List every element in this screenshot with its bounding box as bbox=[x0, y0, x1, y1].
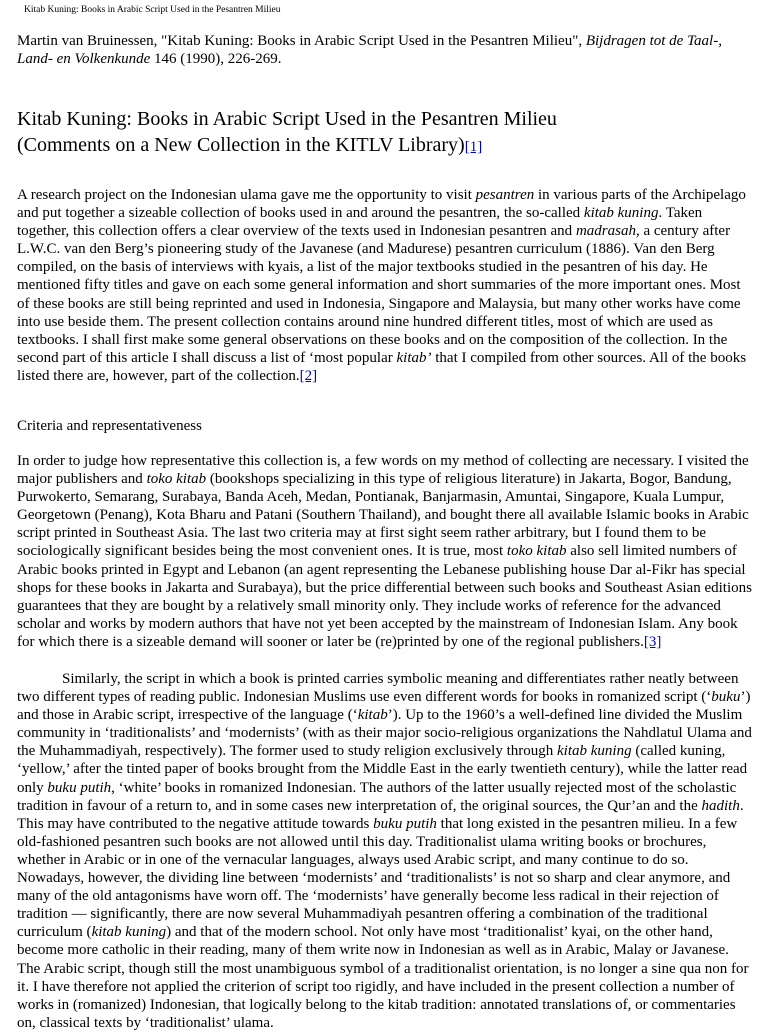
text-run: that I compiled from other sources. All of the books listed there are, however, part of the collection. bbox=[17, 349, 747, 384]
italic-term: kitab kuning bbox=[583, 205, 659, 222]
italic-term: buku putih bbox=[47, 779, 112, 796]
italic-term: buku bbox=[711, 689, 741, 706]
text-run: ’). Up to the 1960’s a well-defined line divided the Muslim community in ‘traditionalists’ and ‘modernists’ (with as their major socio-religious organizations the Nahdlatul Ulama and the Muhammadiyah, respectively). The former used to study religion exclusively through bbox=[17, 707, 752, 760]
title-line-1: Kitab Kuning: Books in Arabic Script Used in the Pesantren Milieu bbox=[17, 108, 557, 130]
italic-term: kitab bbox=[357, 707, 388, 724]
text-run: also sell limited numbers of Arabic books printed in Egypt and Lebanon (an agent representing the Lebanese publishing house Dar al-Fikr has special shops for these books in Jakarta and Surabaya), but the price differential between such books and Southeast Asian editions guarantees that they are bought by a relatively small minority only. They include works of reference for the advanced scholar and works by modern authors that have not yet been accepted by the mainstream of Indonesian Islam. Any book for which there is a sizeable demand will sooner or later be (re)printed by one of the regional publishers. bbox=[17, 543, 752, 650]
paragraph-criteria bbox=[17, 452, 753, 651]
text-run: ) and that of the modern school. Not only have most ‘traditionalist’ kyai, on the other hand, become more catholic in their reading, many of them write now in Indonesian as well as in Arabic, Malay or Javanese. The Arabic script, though still the most unambiguous symbol of a traditionalist orientation, is no longer a sine qua non for it. I have therefore not applied the criterion of script too rigidly, and have included in the present collection a number of works in (romanized) Indonesian, that logically belong to the kitab tradition: annotated translations of, or commentaries on, classical texts by ‘traditionalist’ ulama. bbox=[17, 924, 749, 1031]
citation-suffix: 146 (1990), 226-269. bbox=[150, 51, 282, 67]
text-run: ’) and those in Arabic script, irrespective of the language (‘ bbox=[17, 689, 751, 724]
title-line-2: (Comments on a New Collection in the KITLV Library) bbox=[17, 134, 465, 156]
footnote-link-2[interactable]: [2] bbox=[299, 367, 318, 384]
text-run: (called kuning, ‘yellow,’ after the tinted paper of books brought from the Middle East in the early twentieth century), while the latter read only bbox=[17, 743, 748, 796]
italic-term: toko kitab bbox=[146, 471, 207, 488]
italic-term: toko kitab bbox=[506, 543, 567, 560]
text-run: , a century after L.W.C. van den Berg’s pioneering study of the Javanese (and Madurese) pesantren curriculum (1886). Van den Berg compiled, on the basis of interviews with kyais, a list of the major textbooks studied in the pesantren of his day. He mentioned fifty titles and gave on each some general information and short summaries of the more important ones. Most of these books are still being reprinted and used in Indonesia, Singapore and Malaysia, but many other works have come into use beside them. The present collection contains around nine hundred different titles, most of which are used as textbooks. I shall first make some general observations on these books and on the composition of the collection. In the second part of this article I shall discuss a list of ‘most popular bbox=[17, 223, 741, 366]
paragraph-script bbox=[17, 670, 753, 1032]
italic-term: madrasah bbox=[575, 223, 636, 240]
paragraph-intro bbox=[17, 186, 753, 385]
text-run: . This may have contributed to the negative attitude towards bbox=[17, 797, 744, 832]
text-run: , ‘white’ books in romanized Indonesian. The authors of the latter usually rejected most of the scholastic tradition in favour of a return to, and in some cases new interpretation of, the original sources, the Qur’an and the bbox=[17, 779, 737, 814]
italic-term: hadith bbox=[701, 797, 740, 814]
running-head: Kitab Kuning: Books in Arabic Script Used in the Pesantren Milieu bbox=[24, 5, 281, 15]
citation-prefix: Martin van Bruinessen, "Kitab Kuning: Books in Arabic Script Used in the Pesantren Milieu", bbox=[17, 33, 586, 49]
citation bbox=[17, 32, 753, 68]
text-run: in various parts of the Archipelago and put together a sizeable collection of books used in and around the pesantren, the so-called bbox=[17, 187, 746, 222]
text-run: A research project on the Indonesian ulama gave me the opportunity to visit bbox=[17, 187, 476, 203]
italic-term: kitab kuning bbox=[557, 743, 632, 760]
italic-term: pesantren bbox=[475, 187, 535, 203]
text-run: Similarly, the script in which a book is printed carries symbolic meaning and differentiates rather neatly between two different types of reading public. Indonesian Muslims use even different words for books in romanized script (‘ bbox=[17, 671, 739, 706]
italic-term: kitab’ bbox=[396, 349, 432, 366]
text-run: . Taken together, this collection offers a clear overview of the texts used in Indonesian pesantren and bbox=[17, 205, 703, 240]
text-run: In order to judge how representative this collection is, a few words on my method of collecting are necessary. I visited the major publishers and bbox=[17, 453, 749, 488]
text-run: that long existed in the pesantren milieu. In a few old-fashioned pesantren such books are not allowed until this day. Traditionalist ulama writing books or brochures, whether in Arabic or in one of the vernacular languages, always used Arabic script, and many continue to do so. Nowadays, however, the dividing line between ‘modernists’ and ‘traditionalists’ is not so sharp and clear anymore, and many of the old antagonisms have worn off. The ‘modernists’ have generally become less radical in their rejection of tradition — significantly, there are now several Muhammadiyah pesantren offering a combination of the traditional curriculum ( bbox=[17, 815, 738, 941]
text-run: (bookshops specializing in this type of religious literature) in Jakarta, Bogor, Bandung, Purwokerto, Semarang, Surabaya, Banda Aceh, Medan, Pontianak, Banjarmasin, Amuntai, Singapore, Kuala Lumpur, Georgetown (Penang), Kota Bharu and Patani (Southern Thailand), and bought there all available Islamic books in Arabic script printed in Southeast Asia. The last two criteria may at first sight seem rather arbitrary, but I found them to be sociologically significant besides being the most convenient ones. It is true, most bbox=[17, 471, 749, 560]
italic-term: kitab kuning bbox=[91, 924, 167, 941]
citation-journal: Bijdragen tot de Taal-, Land- en Volkenkunde bbox=[17, 33, 722, 67]
footnote-link-1[interactable]: [1] bbox=[464, 139, 483, 155]
section-heading: Criteria and representativeness bbox=[17, 418, 202, 434]
article-title bbox=[17, 106, 753, 160]
footnote-link-3[interactable]: [3] bbox=[643, 633, 662, 650]
italic-term: buku putih bbox=[373, 815, 437, 832]
